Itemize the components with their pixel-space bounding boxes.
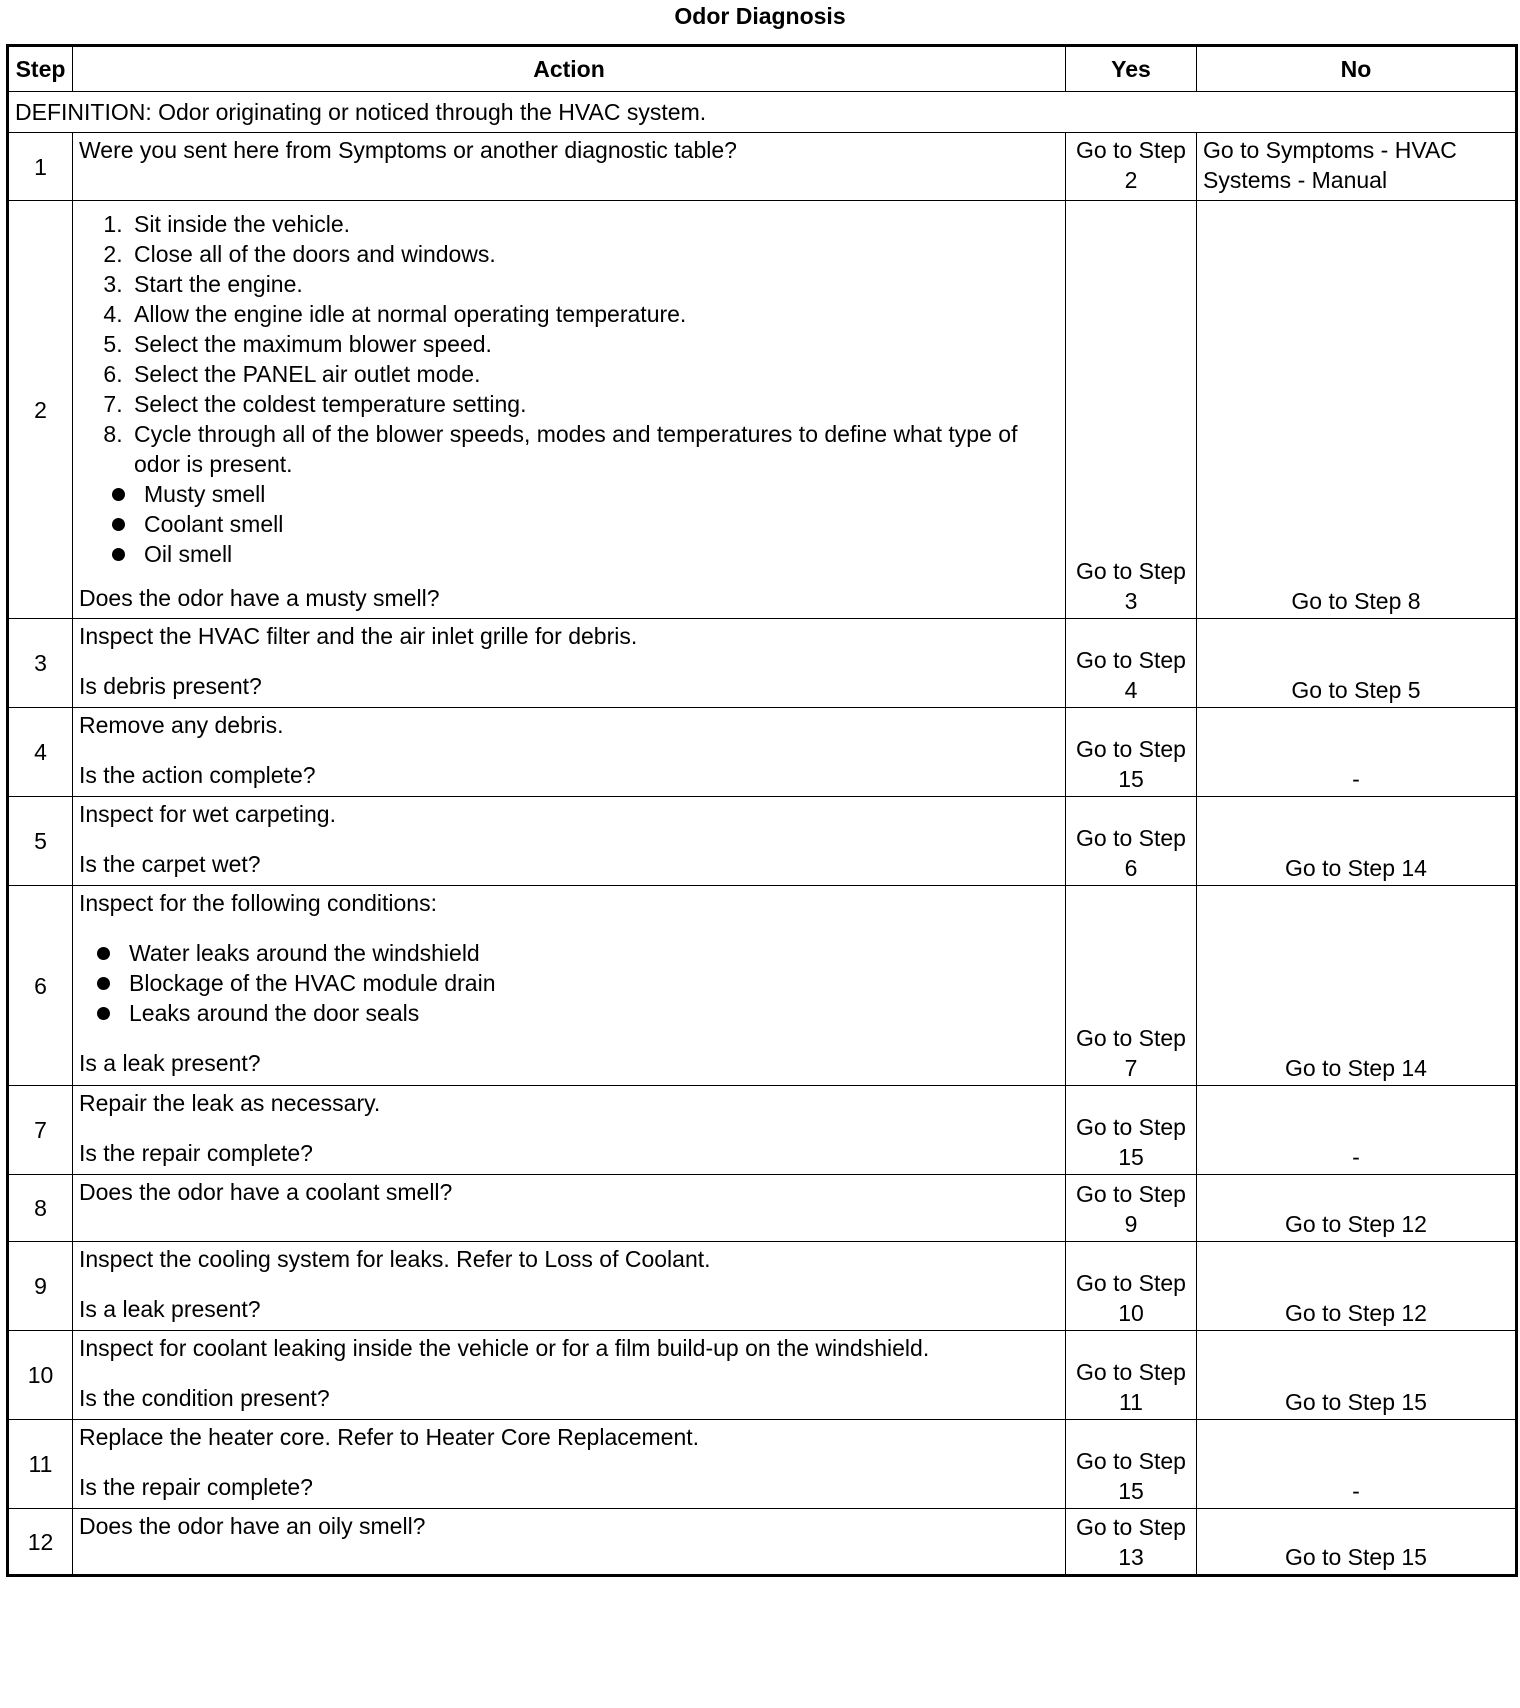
table-row bbox=[8, 619, 1517, 708]
action-cell bbox=[73, 1242, 1066, 1331]
table-row bbox=[8, 201, 1517, 619]
bullet-item: Blockage of the HVAC module drain bbox=[129, 968, 1059, 998]
yes-link[interactable]: Go to Step 15 bbox=[1066, 708, 1197, 797]
question-text: Is the repair complete? bbox=[79, 1140, 313, 1166]
header-action: Action bbox=[73, 46, 1066, 92]
header-step: Step bbox=[8, 46, 73, 92]
no-link[interactable]: Go to Step 15 bbox=[1197, 1509, 1517, 1576]
table-row bbox=[8, 1242, 1517, 1331]
question-text: Is the action complete? bbox=[79, 762, 316, 788]
action-text: Does the odor have a coolant smell? bbox=[73, 1175, 1066, 1242]
yes-link[interactable]: Go to Step 2 bbox=[1066, 133, 1197, 201]
no-link: - bbox=[1197, 708, 1517, 797]
yes-link[interactable]: Go to Step 3 bbox=[1066, 201, 1197, 619]
question-text: Is the repair complete? bbox=[79, 1474, 313, 1500]
table-row bbox=[8, 133, 1517, 201]
substep: 7. Select the coldest temperature setting. bbox=[129, 389, 1059, 419]
step-number: 6 bbox=[8, 886, 73, 1086]
action-cell bbox=[73, 1420, 1066, 1509]
action-text: Repair the leak as necessary. bbox=[79, 1090, 381, 1116]
yes-link[interactable]: Go to Step 7 bbox=[1066, 886, 1197, 1086]
substep: 3. Start the engine. bbox=[129, 269, 1059, 299]
no-link: - bbox=[1197, 1086, 1517, 1175]
table-row bbox=[8, 797, 1517, 886]
yes-link[interactable]: Go to Step 11 bbox=[1066, 1331, 1197, 1420]
substep: 2. Close all of the doors and windows. bbox=[129, 239, 1059, 269]
action-cell bbox=[73, 797, 1066, 886]
no-link[interactable]: Go to Step 8 bbox=[1197, 201, 1517, 619]
step-number: 4 bbox=[8, 708, 73, 797]
bullet-list bbox=[79, 938, 1059, 1028]
action-text: Inspect for wet carpeting. bbox=[79, 801, 336, 827]
action-text: Inspect for the following conditions: bbox=[79, 890, 437, 916]
yes-link[interactable]: Go to Step 10 bbox=[1066, 1242, 1197, 1331]
table-row bbox=[8, 1509, 1517, 1576]
yes-link[interactable]: Go to Step 13 bbox=[1066, 1509, 1197, 1576]
action-cell bbox=[73, 708, 1066, 797]
step-number: 11 bbox=[8, 1420, 73, 1509]
question-text: Does the odor have a musty smell? bbox=[79, 585, 440, 611]
question-text: Is the condition present? bbox=[79, 1385, 330, 1411]
bullet-item: Water leaks around the windshield bbox=[129, 938, 1059, 968]
question-text: Is debris present? bbox=[79, 673, 262, 699]
no-link[interactable]: Go to Step 14 bbox=[1197, 797, 1517, 886]
table-row bbox=[8, 1331, 1517, 1420]
bullet-item: Musty smell bbox=[144, 479, 1059, 509]
odor-diagnosis-table bbox=[6, 44, 1518, 1577]
yes-link[interactable]: Go to Step 15 bbox=[1066, 1420, 1197, 1509]
no-link[interactable]: Go to Step 15 bbox=[1197, 1331, 1517, 1420]
step-number: 12 bbox=[8, 1509, 73, 1576]
step-number: 8 bbox=[8, 1175, 73, 1242]
no-link[interactable]: Go to Step 12 bbox=[1197, 1242, 1517, 1331]
step-number: 10 bbox=[8, 1331, 73, 1420]
yes-link[interactable]: Go to Step 4 bbox=[1066, 619, 1197, 708]
question-text: Is a leak present? bbox=[79, 1050, 261, 1076]
header-no: No bbox=[1197, 46, 1517, 92]
step-number: 2 bbox=[8, 201, 73, 619]
yes-link[interactable]: Go to Step 15 bbox=[1066, 1086, 1197, 1175]
table-row bbox=[8, 1086, 1517, 1175]
header-row bbox=[8, 46, 1517, 92]
action-cell bbox=[73, 201, 1066, 619]
action-cell bbox=[73, 619, 1066, 708]
no-link[interactable]: Go to Step 5 bbox=[1197, 619, 1517, 708]
substep: 4. Allow the engine idle at normal operating temperature. bbox=[129, 299, 1059, 329]
substep: 8. Cycle through all of the blower speeds, modes and temperatures to define what type of odor is present. bbox=[129, 419, 1059, 479]
action-text: Replace the heater core. Refer to Heater Core Replacement. bbox=[79, 1424, 700, 1450]
yes-link[interactable]: Go to Step 6 bbox=[1066, 797, 1197, 886]
bullet-list bbox=[79, 479, 1059, 569]
table-row bbox=[8, 708, 1517, 797]
bullet-item: Oil smell bbox=[144, 539, 1059, 569]
action-cell bbox=[73, 886, 1066, 1086]
question-text: Is the carpet wet? bbox=[79, 851, 261, 877]
page-title: Odor Diagnosis bbox=[674, 3, 846, 29]
no-link[interactable]: Go to Step 12 bbox=[1197, 1175, 1517, 1242]
action-cell bbox=[73, 1086, 1066, 1175]
definition-text: DEFINITION: Odor originating or noticed through the HVAC system. bbox=[8, 92, 1517, 133]
substep: 1. Sit inside the vehicle. bbox=[129, 209, 1059, 239]
table-row bbox=[8, 1175, 1517, 1242]
step-number: 7 bbox=[8, 1086, 73, 1175]
yes-link[interactable]: Go to Step 9 bbox=[1066, 1175, 1197, 1242]
no-link[interactable]: Go to Symptoms - HVAC Systems - Manual bbox=[1197, 133, 1517, 201]
table-row bbox=[8, 886, 1517, 1086]
step-number: 1 bbox=[8, 133, 73, 201]
table-row bbox=[8, 1420, 1517, 1509]
no-link: - bbox=[1197, 1420, 1517, 1509]
header-yes: Yes bbox=[1066, 46, 1197, 92]
step-number: 9 bbox=[8, 1242, 73, 1331]
substep-list bbox=[79, 209, 1059, 479]
substep: 6. Select the PANEL air outlet mode. bbox=[129, 359, 1059, 389]
no-link[interactable]: Go to Step 14 bbox=[1197, 886, 1517, 1086]
action-text: Inspect the cooling system for leaks. Refer to Loss of Coolant. bbox=[79, 1246, 711, 1272]
bullet-item: Leaks around the door seals bbox=[129, 998, 1059, 1028]
bullet-item: Coolant smell bbox=[144, 509, 1059, 539]
action-text: Inspect for coolant leaking inside the vehicle or for a film build-up on the windshield. bbox=[79, 1335, 930, 1361]
step-number: 5 bbox=[8, 797, 73, 886]
step-number: 3 bbox=[8, 619, 73, 708]
question-text: Is a leak present? bbox=[79, 1296, 261, 1322]
action-cell bbox=[73, 1331, 1066, 1420]
action-text: Inspect the HVAC filter and the air inlet grille for debris. bbox=[79, 623, 638, 649]
definition-row bbox=[8, 92, 1517, 133]
action-text: Were you sent here from Symptoms or another diagnostic table? bbox=[73, 133, 1066, 201]
substep: 5. Select the maximum blower speed. bbox=[129, 329, 1059, 359]
action-text: Does the odor have an oily smell? bbox=[73, 1509, 1066, 1576]
action-text: Remove any debris. bbox=[79, 712, 284, 738]
